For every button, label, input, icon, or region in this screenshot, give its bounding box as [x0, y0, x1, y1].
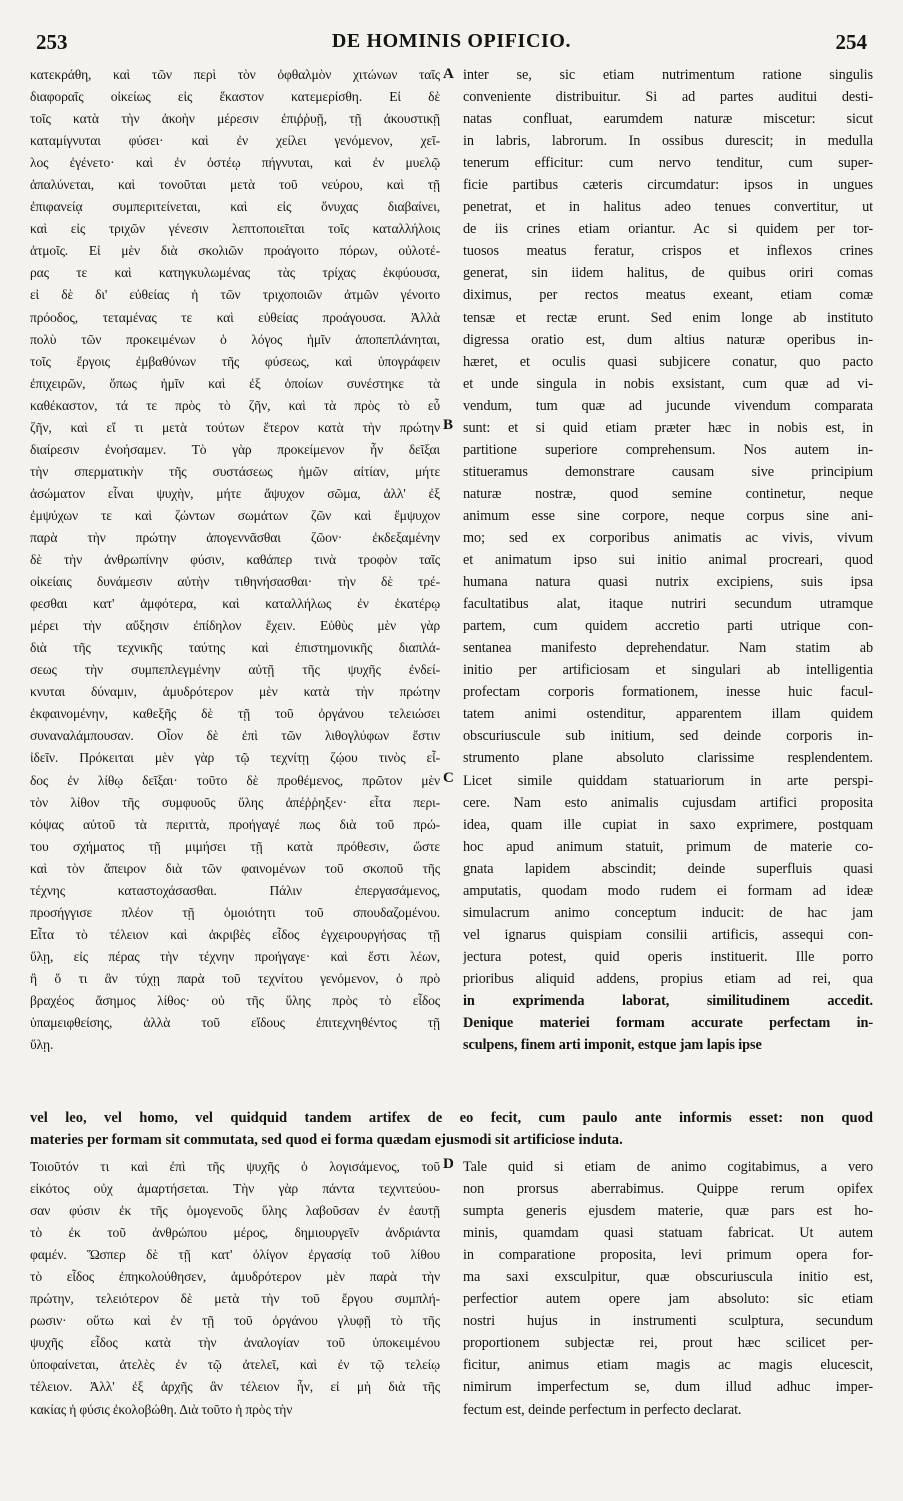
latin-text-line: fectum est, deinde perfectum in perfecto declarat.: [463, 1401, 742, 1418]
latin-text-line: stitueramus demonstrare causam sive principium: [463, 463, 873, 480]
latin-text-line: amputatis, quodam modo rudem ei formam ad ideæ: [463, 882, 873, 899]
latin-text-line: ma saxi exsculpitur, quæ obscuriuscula initio est,: [463, 1269, 873, 1286]
greek-text-line: τὸν λίθον τῆς συμφυοῦς ὕλης ἀπέῤῥηξεν· εἶτα περι-: [30, 794, 440, 810]
latin-text-line: cere. Nam esto animalis cujusdam artifici proposita: [463, 794, 873, 811]
latin-text-line: tensæ et rectæ erunt. Sed enim longe ab instituto: [463, 309, 873, 326]
latin-text-line: et animatum ipso sui initio animal procreari, quod: [463, 552, 873, 569]
latin-text-line: mo; sed ex corporibus animatis ac vivis, vivum: [463, 529, 873, 546]
latin-text-line: sentanea manifesto deprehendatur. Nam statim ab: [463, 640, 873, 657]
greek-text-line: ὕλῃ, εἰς πέρας τὴν τέχνην προήγαγε· καὶ ἔστι λέων,: [30, 948, 440, 964]
greek-text-line: κακίας ἡ φύσις ἐκολοβώθη. Διὰ τοῦτο ἡ πρὸς τὴν: [30, 1401, 293, 1417]
latin-text-line: obscuriuscule sub initium, sed deinde corporis in-: [463, 728, 873, 745]
greek-text-line: τὸ εἶδος ἐπηκολούθησεν, ἀμυδρότερον μὲν παρὰ τὴν: [30, 1269, 440, 1285]
full-width-latin: [30, 1107, 873, 1151]
greek-text-line: ἐπιφανείᾳ συμπεριτείνεται, καὶ εἰς ὄνυχας διαβαίνει,: [30, 199, 440, 215]
greek-text-line: κνυται δύναμιν, ἀμυδρότερον μὲν κατὰ τὴν πρώτην: [30, 684, 440, 700]
greek-text-line: δὲ τὴν ἀνθρωπίνην φύσιν, καθάπερ τινὰ τροφὸν ταῖς: [30, 552, 440, 568]
greek-text-line: προσήγγισε πλέον τῇ ὁμοιότητι τοῦ σπουδαζομένου.: [30, 904, 440, 920]
latin-text-line: naturæ nostræ, quod semine continetur, neque: [463, 485, 873, 502]
greek-text-line: πρόοδος, τεταμένας τε καὶ εὐθείας προάγουσα. Ἀλλὰ: [30, 309, 440, 325]
latin-text-line: perfectior autem opere jam absoluto: sic etiam: [463, 1291, 873, 1308]
latin-text-line: proportionem subjectæ rei, prout hæc scilicet per-: [463, 1335, 873, 1352]
greek-text-line: καθέκαστον, τά τε πρὸς τὸ ζῆν, καὶ τὰ πρὸς τὸ εὖ: [30, 397, 440, 413]
page-header: [0, 30, 903, 56]
section-marker-b: B: [443, 417, 454, 433]
latin-text-line: facultatibus alat, itaque nutriri secundum utramque: [463, 596, 873, 613]
greek-text-line: φεσθαι κατ' ἀμφότερα, καὶ καταλλήλως ἐν ἑκατέρῳ: [30, 596, 440, 612]
greek-text-line: ἢ ὅ τι ἂν τύχῃ παρὰ τοῦ τεχνίτου γενόμενον, ὁ πρὸ: [30, 970, 440, 986]
greek-text-line: τοῖς ἔργοις ἐμβαθύνων τῆς φύσεως, καὶ ὑπογράφειν: [30, 353, 440, 369]
latin-text-line: minis, quamdam quasi statuam fabricat. Ut autem: [463, 1225, 873, 1242]
greek-text-line: Εἶτα τὸ τέλειον καὶ ἀκριβὲς εἶδος ἐγχειρουργήσας τῇ: [30, 926, 440, 942]
greek-text-line: ζῆν, καὶ εἴ τι μετὰ τούτων ἕτερον κατὰ τὴν πρώτην: [30, 419, 440, 435]
latin-text-line: partitione superiore comprehensum. Nos autem in-: [463, 441, 873, 458]
latin-text-line: Licet simile quiddam statuariorum in arte perspi-: [463, 772, 873, 789]
latin-text-line: tenerum efficitur: cum nervo tenditur, cum super-: [463, 155, 873, 172]
greek-text-line: φαμέν. Ὥσπερ δὲ τῇ κατ' ὀλίγον ἐργασίᾳ τοῦ λίθου: [30, 1247, 440, 1263]
section-marker-a: A: [443, 66, 454, 82]
greek-text-line: ἀσώματον εἶναι ψυχὴν, μήτε ἄψυχον σῶμα, ἀλλ' ἐξ: [30, 485, 440, 501]
latin-text-line: diximus, per rectos meatus exeant, etiam comæ: [463, 287, 873, 304]
greek-text-line: ἀτμοῖς. Εἰ μὲν διὰ σκολιῶν προάγοιτο πόρων, οὐλοτέ-: [30, 243, 440, 259]
latin-text-line: animum esse sine corpore, neque corpus sine ani-: [463, 507, 873, 524]
greek-text-line: σεως τὴν συμπεπλεγμένην αὐτῇ τῆς ψυχῆς ἐνδεί-: [30, 662, 440, 678]
greek-column-top: [30, 64, 440, 1056]
greek-text-line: ἐκφαινομένην, καθεξῆς δὲ τῇ τοῦ ὀργάνου τελειώσει: [30, 706, 440, 722]
greek-text-line: του σχήματος τῇ μιμήσει τῇ κατὰ πρόθεσιν, ὥστε: [30, 838, 440, 854]
greek-text-line: κόψας αὐτοῦ τὰ περιττὰ, προήγαγέ πως διὰ τοῦ πρώ-: [30, 816, 440, 832]
latin-text-line: gnata lapidem abscindit; deinde superfluis quasi: [463, 860, 873, 877]
greek-text-line: τὴν σπερματικὴν τῆς συστάσεως ἡμῶν αἰτίαν, μήτε: [30, 463, 440, 479]
latin-text-line: generat, sin iidem halitus, de quibus oriri comas: [463, 265, 873, 282]
latin-text-line: sculpens, finem arti imponit, estque jam lapis ipse: [463, 1037, 762, 1054]
greek-text-line: σαν φύσιν ἐκ τῆς ὁμογενοῦς ὕλης λαβοῦσαν ἐν ἑαυτῇ: [30, 1203, 440, 1219]
greek-text-line: τὸ ἐκ τοῦ ἀνθρώπου μέρος, δημιουργεῖν ἀνδριάντα: [30, 1225, 440, 1241]
left-page-number: 253: [36, 30, 68, 54]
running-title: DE HOMINIS OPIFICIO.: [331, 30, 572, 52]
latin-text-line: simulacrum animo conceptum inducit: de hac jam: [463, 904, 873, 921]
latin-text-line: conveniente distribuitur. Si ad partes auditui desti-: [463, 89, 873, 106]
latin-text-line: in comparatione proposita, levi primum opera for-: [463, 1247, 873, 1264]
greek-text-line: ἐπιχειρῶν, ὅπως ἡμῖν καὶ ἐξ ὁποίων συνέστηκε τὰ: [30, 375, 440, 391]
latin-text-line: de iis crines etiam oriantur. Ac si quidem per tor-: [463, 221, 873, 238]
section-marker-d: D: [443, 1156, 454, 1172]
latin-text-line: nimirum imperfectum se, dum illud adhuc imper-: [463, 1379, 873, 1396]
greek-text-line: τέλειον. Ἀλλ' ἐξ ἀρχῆς ἂν τέλειον ἦν, εἰ μὴ διὰ τῆς: [30, 1379, 440, 1395]
greek-text-line: διαίρεσιν ἐνοήσαμεν. Τὸ γὰρ προκείμενον ἦν δεῖξαι: [30, 441, 440, 457]
latin-text-line: sumpta generis ejusdem materie, quæ pars est ho-: [463, 1203, 873, 1220]
latin-text-line: tatem animi ostenditur, apparentem illam quidem: [463, 706, 873, 723]
greek-text-line: ἐμψύχων τε καὶ ζώντων σωμάτων ζῶν καὶ ἔμψυχον: [30, 507, 440, 523]
latin-text-line: sunt: et si quid etiam præter hæc in nobis est, in: [463, 419, 873, 436]
greek-text-line: ρας τε καὶ κατηγκυλωμένας τὰς τρίχας ἐκφύουσα,: [30, 265, 440, 281]
greek-text-line: συναναλάμπουσαν. Οἷον δὲ ἐπὶ τῶν λιθογλύφων ἔστιν: [30, 728, 440, 744]
greek-text-line: πολὺ τῶν προκειμένων ὁ λόγος ἡμῖν ἀποπεπλάνηται,: [30, 331, 440, 347]
latin-text-line: profectam corporis formationem, inesse huic facul-: [463, 684, 873, 701]
latin-text-line: hoc apud animum statuit, primum de materie co-: [463, 838, 873, 855]
greek-text-line: καταμίγνυται φύσει· καὶ ἐν χείλει γενόμενον, χεῖ-: [30, 133, 440, 149]
latin-column-bottom: [463, 1156, 873, 1421]
latin-text-line: vel leo, vel homo, vel quidquid tandem artifex de eo fecit, cum paulo ante informis esset: non quod: [30, 1110, 873, 1126]
greek-text-line: ἁπαλύνεται, καὶ τονοῦται μετὰ τοῦ νεύρου, καὶ τῇ: [30, 177, 440, 193]
latin-text-line: prioribus aliquid addens, propius etiam ad rei, qua: [463, 970, 873, 987]
greek-text-line: Τοιοῦτόν τι καὶ ἐπὶ τῆς ψυχῆς ὁ λογισάμενος, τοῦ: [30, 1159, 440, 1174]
latin-text-line: strumento plane absoluto clarissime resplendentem.: [463, 750, 873, 767]
greek-text-line: μέρει τὴν αὔξησιν ἐπίδηλον ἔχειν. Εὐθὺς μὲν γὰρ: [30, 618, 440, 634]
latin-text-line: jectura potest, quid operis instituerit. Ille porro: [463, 948, 873, 965]
latin-text-line: Tale quid si etiam de animo cogitabimus, a vero: [463, 1159, 873, 1175]
greek-text-line: καὶ τὸν ἄπειρον διὰ τῶν φαινομένων τοῦ σκοποῦ τῆς: [30, 860, 440, 876]
greek-text-line: τοῖς κατὰ τὴν ἀκοὴν μέρεσιν ἐπιῤῥυῇ, τῇ ἀκουστικῇ: [30, 111, 440, 127]
greek-text-line: ὕλῃ.: [30, 1037, 54, 1053]
greek-text-line: βραχέος ἄσημος λίθος· οὐ τῆς ὕλης πρὸς τὸ εἶδος: [30, 992, 440, 1008]
greek-text-line: οἰκείαις δυνάμεσιν αὐτὴν τιθηνήσασθαι· τὴν δὲ τρέ-: [30, 574, 440, 590]
latin-text-line: humana natura quasi nutrix excipiens, suis ipsa: [463, 574, 873, 591]
greek-text-line: ψυχῆς εἶδος κατὰ τὴν ἀναλογίαν τοῦ ὑποκειμένου: [30, 1335, 440, 1351]
latin-text-line: hæret, et oculis quasi subjicere conatur, quo pacto: [463, 353, 873, 370]
right-page-number: 254: [835, 30, 867, 54]
latin-text-line: vendum, tum quæ ad jucunde vivendum comparata: [463, 397, 873, 414]
latin-text-line: vel ignarus quispiam consilii artificis, assequi con-: [463, 926, 873, 943]
greek-text-line: κατεκράθη, καὶ τῶν περὶ τὸν ὀφθαλμὸν χιτώνων ταῖς: [30, 67, 440, 82]
greek-text-line: εἰκότος οὐχ ἁμαρτήσεται. Τὴν γὰρ πάντα τεχνιτεύου-: [30, 1181, 440, 1197]
latin-text-line: tuosos meatus feratur, crispos et inflexos crines: [463, 243, 873, 260]
latin-text-line: initio per artificiosam et singulari ab intelligentia: [463, 662, 873, 679]
greek-text-line: καὶ εἰς τριχῶν γένεσιν λεπτοποιεῖται τοῖς καταλλήλοις: [30, 221, 440, 237]
greek-text-line: εἰ δὲ δι' εὐθείας ἡ τῶν τριχοποιῶν ἀτμῶν γένοιτο: [30, 287, 440, 303]
latin-text-line: in labris, labrorum. In ossibus durescit; in medulla: [463, 133, 873, 150]
greek-text-line: ρωσιν· οὕτω καὶ ἐν τῇ τοῦ ὀργάνου γλυφῇ τὸ τῆς: [30, 1313, 440, 1329]
latin-text-line: idea, quam ille cupiat in saxo exprimere, postquam: [463, 816, 873, 833]
latin-text-line: Denique materiei formam accurate perfectam in-: [463, 1015, 873, 1032]
latin-text-line: non prorsus aberrabimus. Quippe rerum opifex: [463, 1181, 873, 1198]
latin-text-line: materies per formam sit commutata, sed quod ei forma quædam ejusmodi sit artificiose induta.: [30, 1132, 623, 1149]
greek-text-line: ἰδεῖν. Πρόκειται μὲν γὰρ τῷ τεχνίτῃ ζῴου τινὸς εἶ-: [30, 750, 440, 766]
greek-text-line: ὑποφαίνεται, ἀτελὲς ἐν τῷ ἀτελεῖ, καὶ ἐν τῷ τελείῳ: [30, 1357, 440, 1373]
greek-text-line: διαφοραῖς οἰκείως εἰς ἕκαστον κατεμερίσθη. Εἰ δὲ: [30, 89, 440, 105]
greek-text-line: παρὰ τὴν πρώτην ἀπογεννᾶσθαι ζῶον· ἐκδεξαμένην: [30, 529, 440, 545]
greek-text-line: λος ἐγένετο· καὶ ἐν ὀστέῳ πήγνυται, καὶ ἐν μυελῷ: [30, 155, 440, 171]
greek-text-line: δος ἐν λίθῳ δεῖξαι· τοῦτο δὲ προθέμενος, πρῶτον μὲν: [30, 772, 440, 788]
latin-text-line: ficie partibus cæteris circumdatur: ipsos in ungues: [463, 177, 873, 194]
latin-text-line: in exprimenda laborat, similitudinem accedit.: [463, 992, 873, 1009]
greek-column-bottom: [30, 1156, 440, 1421]
latin-text-line: et unde singula in nobis exsistant, cum quæ ad vi-: [463, 375, 873, 392]
greek-text-line: διὰ τῆς τεχνικῆς ταύτης καὶ ἐπιστημονικῆς διαπλά-: [30, 640, 440, 656]
latin-text-line: ficitur, animus etiam magis ac magis elucescit,: [463, 1357, 873, 1374]
latin-text-line: nostri hujus in instrumenti sculptura, secundum: [463, 1313, 873, 1330]
section-marker-c: C: [443, 770, 454, 786]
latin-text-line: digressa oratio est, dum altius naturæ operibus in-: [463, 331, 873, 348]
greek-text-line: τέχνης καταστοχάσασθαι. Πάλιν ἐπεργασάμενος,: [30, 882, 440, 898]
latin-column-top: [463, 64, 873, 1056]
latin-text-line: penetrat, et in halitus adeo tenues convertitur, ut: [463, 199, 873, 216]
latin-text-line: natas confluat, earumdem naturæ miscetur: sicut: [463, 111, 873, 128]
latin-text-line: partem, cum quidem accretio parti utrique con-: [463, 618, 873, 635]
greek-text-line: πρώτην, τελειότερον δὲ μετὰ τὴν τοῦ ἔργου συμπλή-: [30, 1291, 440, 1307]
latin-text-line: inter se, sic etiam nutrimentum ratione singulis: [463, 67, 873, 83]
greek-text-line: ὑπαμειφθείσης, ἀλλὰ τοῦ εἴδους ἐπιτεχνηθέντος τῇ: [30, 1015, 440, 1031]
